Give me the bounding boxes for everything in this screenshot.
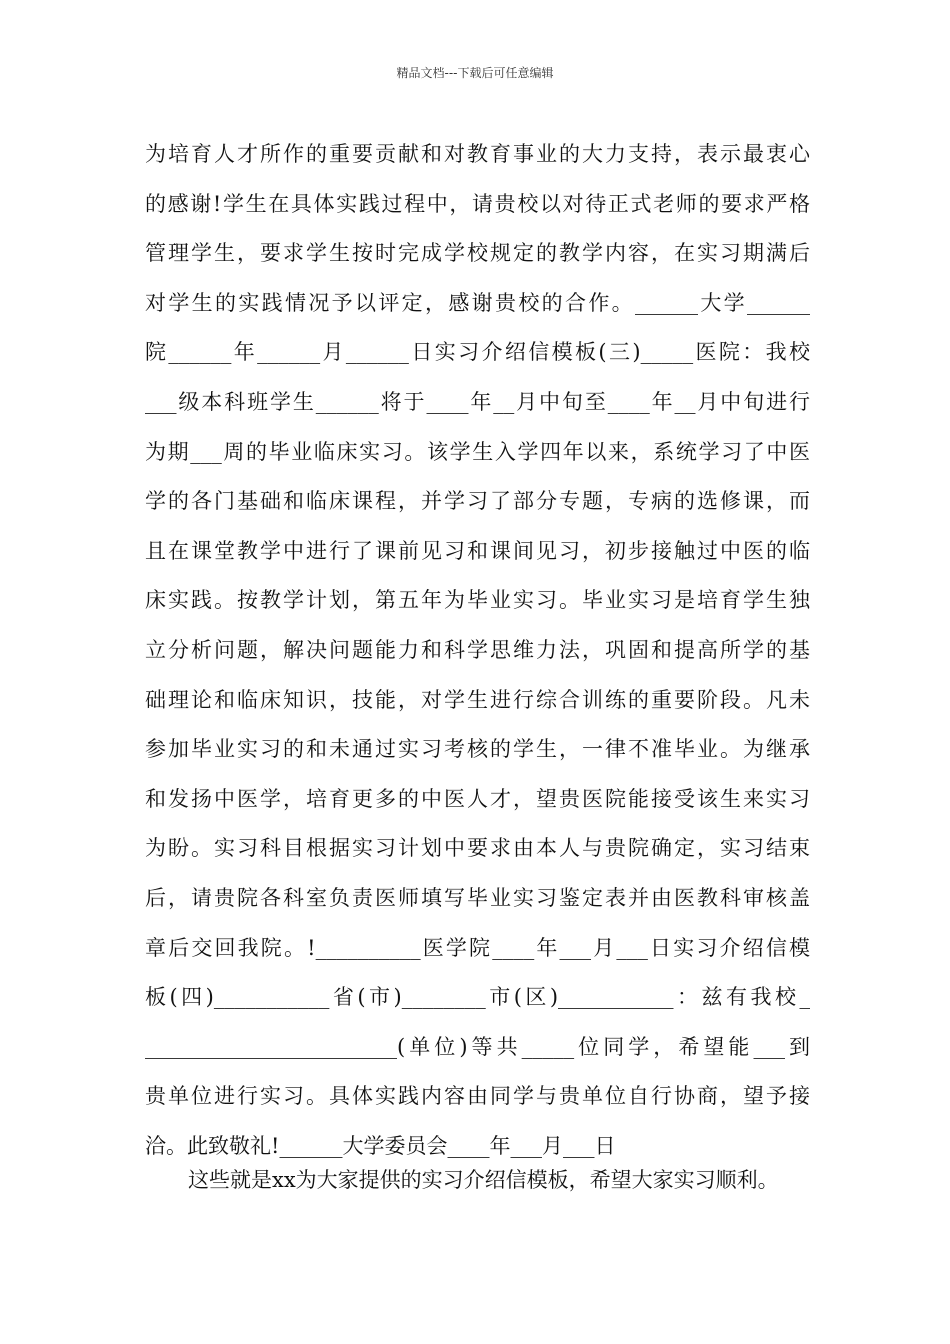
body-line: 参加毕业实习的和未通过实习考核的学生，一律不准毕业。为继承 xyxy=(145,737,810,762)
body-line: 为盼。实习科目根据实习计划中要求由本人与贵院确定，实习结束 xyxy=(145,836,810,861)
body-line: 床实践。按教学计划，第五年为毕业实习。毕业实习是培育学生独 xyxy=(145,588,810,613)
document-body xyxy=(145,130,810,1171)
body-line: 的感谢!学生在具体实践过程中，请贵校以对待正式老师的要求严格 xyxy=(145,191,810,216)
closing-paragraph: 这些就是xx为大家提供的实习介绍信模板，希望大家实习顺利。 xyxy=(188,1168,779,1192)
body-line: 章后交回我院。!__________医学院____年___月___日实习介绍信模 xyxy=(145,935,810,960)
body-line: 且在课堂教学中进行了课前见习和课间见习，初步接触过中医的临 xyxy=(145,538,810,563)
body-line: 础理论和临床知识，技能，对学生进行综合训练的重要阶段。凡未 xyxy=(145,687,810,712)
body-line: 对学生的实践情况予以评定，感谢贵校的合作。______大学______ xyxy=(145,290,810,315)
body-line: 贵单位进行实习。具体实践内容由同学与贵单位自行协商，望予接 xyxy=(145,1084,810,1109)
body-line: 立分析问题，解决问题能力和科学思维力法，巩固和提高所学的基 xyxy=(145,637,810,662)
body-line: 后，请贵院各科室负责医师填写毕业实习鉴定表并由医教科审核盖 xyxy=(145,885,810,910)
body-line: 为培育人才所作的重要贡献和对教育事业的大力支持，表示最衷心 xyxy=(145,142,810,166)
body-line: ________________________(单位)等共_____位同学，希望能___到 xyxy=(145,1034,810,1059)
body-line: 板(四)___________省(市)________市(区)___________：兹有我校_ xyxy=(145,985,810,1010)
body-line: 和发扬中医学，培育更多的中医人才，望贵医院能接受该生来实习 xyxy=(145,786,810,811)
body-line: 洽。此致敬礼!______大学委员会____年___月___日 xyxy=(145,1133,616,1158)
body-line: ___级本科班学生______将于____年__月中旬至____年__月中旬进行 xyxy=(145,389,810,414)
page-header: 精品文档---下载后可任意编辑 xyxy=(396,66,554,80)
body-line: 管理学生，要求学生按时完成学校规定的教学内容，在实习期满后 xyxy=(145,241,810,266)
body-line: 为期___周的毕业临床实习。该学生入学四年以来，系统学习了中医 xyxy=(145,439,810,464)
body-line: 学的各门基础和临床课程，并学习了部分专题，专病的选修课，而 xyxy=(145,489,810,514)
body-line: 院______年______月______日实习介绍信模板(三)_____医院：我校 xyxy=(145,340,810,365)
